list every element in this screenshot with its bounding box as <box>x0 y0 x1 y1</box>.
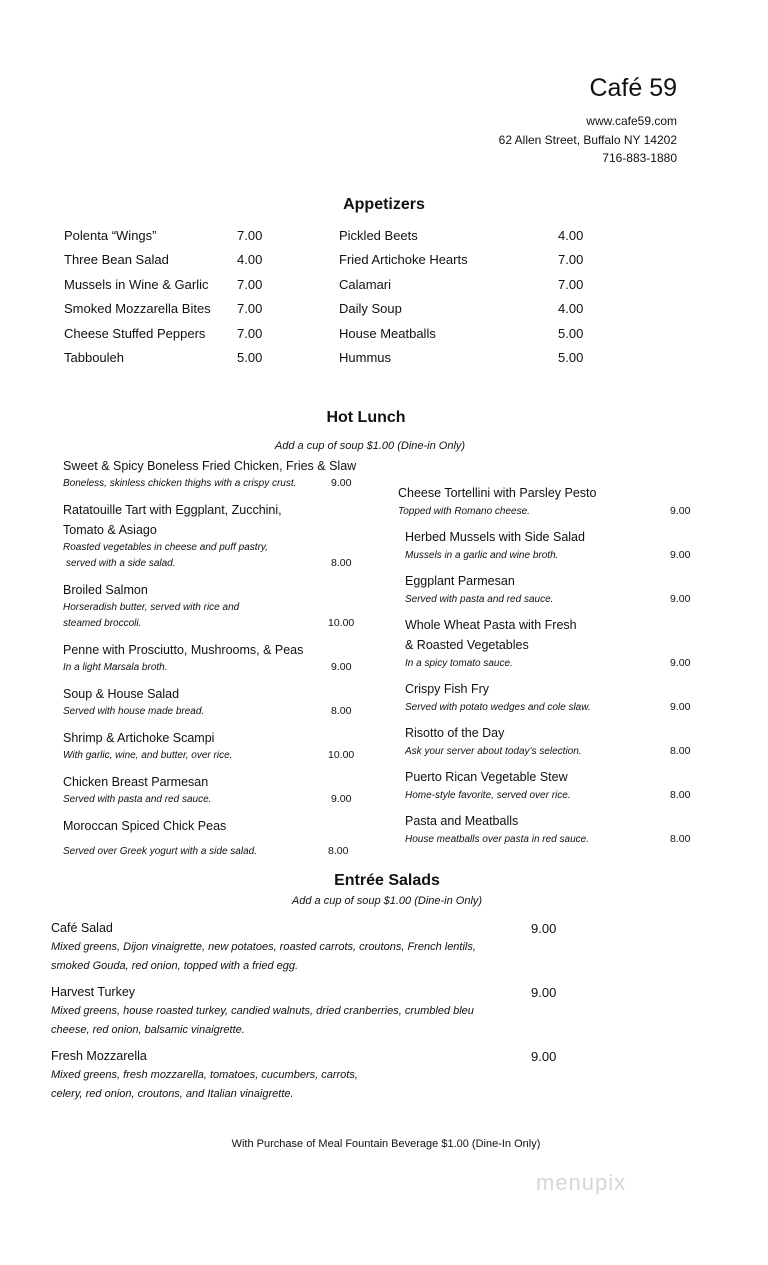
hot-lunch-item-price: 9.00 <box>670 657 691 669</box>
salad-price: 9.00 <box>531 1049 557 1064</box>
hot-lunch-item-price: 10.00 <box>328 749 355 761</box>
hot-lunch-item-price: 8.00 <box>670 745 691 757</box>
hot-lunch-item-price: 9.00 <box>331 661 352 673</box>
hot-lunch-item-desc: Home-style favorite, served over rice. <box>405 790 571 801</box>
hot-lunch-item-price: 8.00 <box>331 557 352 569</box>
hot-lunch-item-name: Soup & House Salad <box>63 687 180 701</box>
hot-lunch-item-name: & Roasted Vegetables <box>405 638 529 652</box>
phone-text: 716-883-1880 <box>602 151 677 165</box>
hot-lunch-item-price: 10.00 <box>328 617 355 629</box>
appetizer-right-name: Pickled Beets <box>339 228 418 243</box>
entree-salads-heading: Entrée Salads <box>334 872 440 889</box>
hot-lunch-item-name: Tomato & Asiago <box>63 523 157 537</box>
hot-lunch-item-name: Shrimp & Artichoke Scampi <box>63 731 215 745</box>
hot-lunch-item-desc: Ask your server about today’s selection. <box>405 746 582 757</box>
hot-lunch-item-desc: Served over Greek yogurt with a side salad. <box>63 846 257 857</box>
salad-price: 9.00 <box>531 985 557 1000</box>
hot-lunch-heading: Hot Lunch <box>326 409 406 426</box>
appetizer-left-price: 5.00 <box>237 350 263 365</box>
hot-lunch-item-name: Whole Wheat Pasta with Fresh <box>405 618 577 632</box>
salad-desc: cheese, red onion, balsamic vinaigrette. <box>51 1024 245 1036</box>
appetizer-right-price: 4.00 <box>558 228 584 243</box>
salad-name: Café Salad <box>51 921 113 935</box>
hot-lunch-item-desc: House meatballs over pasta in red sauce. <box>405 834 589 845</box>
restaurant-title: Café 59 <box>589 74 677 102</box>
hot-lunch-item-desc: Horseradish butter, served with rice and <box>63 602 240 613</box>
menupix-watermark: menupix <box>536 1170 627 1195</box>
hot-lunch-item-price: 9.00 <box>670 593 691 605</box>
appetizer-right-price: 4.00 <box>558 301 584 316</box>
hot-lunch-item-price: 8.00 <box>670 833 691 845</box>
beverage-footer-note: With Purchase of Meal Fountain Beverage $1.00 (Dine-In Only) <box>231 1138 541 1150</box>
appetizer-right-name: Fried Artichoke Hearts <box>339 252 468 267</box>
hot-lunch-item-price: 8.00 <box>328 845 349 857</box>
salad-name: Fresh Mozzarella <box>51 1049 147 1063</box>
appetizer-left-price: 7.00 <box>237 277 263 292</box>
hot-lunch-item-name: Sweet & Spicy Boneless Fried Chicken, Fries & Slaw <box>63 459 357 473</box>
hot-lunch-item-desc: Served with pasta and red sauce. <box>63 794 212 805</box>
hot-lunch-item-desc: Served with house made bread. <box>63 706 205 717</box>
hot-lunch-soup-note: Add a cup of soup $1.00 (Dine-in Only) <box>274 440 466 452</box>
hot-lunch-item-name: Cheese Tortellini with Parsley Pesto <box>398 486 597 500</box>
salad-desc: Mixed greens, Dijon vinaigrette, new potatoes, roasted carrots, croutons, French lentils, <box>51 941 476 953</box>
hot-lunch-item-name: Risotto of the Day <box>405 726 505 740</box>
appetizer-left-price: 7.00 <box>237 301 263 316</box>
hot-lunch-item-name: Chicken Breast Parmesan <box>63 775 209 789</box>
appetizer-left-name: Tabbouleh <box>64 350 124 365</box>
hot-lunch-item-desc: Topped with Romano cheese. <box>398 506 530 517</box>
appetizer-right-price: 7.00 <box>558 252 584 267</box>
entree-salads-soup-note: Add a cup of soup $1.00 (Dine-in Only) <box>291 895 483 907</box>
appetizer-left-name: Mussels in Wine & Garlic <box>64 277 209 292</box>
hot-lunch-item-name: Crispy Fish Fry <box>405 682 490 696</box>
appetizer-left-name: Polenta “Wings” <box>64 228 157 243</box>
hot-lunch-item-price: 9.00 <box>670 701 691 713</box>
salad-desc: Mixed greens, house roasted turkey, candied walnuts, dried cranberries, crumbled bleu <box>51 1005 474 1017</box>
hot-lunch-item-price: 9.00 <box>670 505 691 517</box>
salad-desc: celery, red onion, croutons, and Italian vinaigrette. <box>51 1088 294 1100</box>
hot-lunch-item-name: Broiled Salmon <box>63 583 148 597</box>
hot-lunch-item-desc: steamed broccoli. <box>63 618 142 629</box>
appetizer-right-price: 7.00 <box>558 277 584 292</box>
hot-lunch-item-desc: Roasted vegetables in cheese and puff pastry, <box>63 542 268 553</box>
address-text: 62 Allen Street, Buffalo NY 14202 <box>498 133 677 147</box>
hot-lunch-item-name: Puerto Rican Vegetable Stew <box>405 770 568 784</box>
appetizer-right-name: Hummus <box>339 350 392 365</box>
salad-desc: Mixed greens, fresh mozzarella, tomatoes, cucumbers, carrots, <box>51 1069 358 1081</box>
website-text: www.cafe59.com <box>586 114 677 128</box>
appetizer-left-price: 7.00 <box>237 326 263 341</box>
hot-lunch-item-price: 8.00 <box>331 705 352 717</box>
hot-lunch-item-price: 8.00 <box>670 789 691 801</box>
hot-lunch-item-price: 9.00 <box>331 477 352 489</box>
appetizer-right-name: Calamari <box>339 277 392 292</box>
hot-lunch-item-name: Penne with Prosciutto, Mushrooms, & Peas <box>63 643 304 657</box>
salad-name: Harvest Turkey <box>51 985 136 999</box>
hot-lunch-item-name: Moroccan Spiced Chick Peas <box>63 819 227 833</box>
salad-desc: smoked Gouda, red onion, topped with a fried egg. <box>51 960 299 972</box>
hot-lunch-item-name: Herbed Mussels with Side Salad <box>405 530 585 544</box>
appetizer-right-name: House Meatballs <box>339 326 436 341</box>
hot-lunch-item-desc: Mussels in a garlic and wine broth. <box>405 550 559 561</box>
appetizer-left-name: Smoked Mozzarella Bites <box>64 301 211 316</box>
appetizer-left-name: Cheese Stuffed Peppers <box>64 326 206 341</box>
hot-lunch-item-desc: With garlic, wine, and butter, over rice. <box>63 750 233 761</box>
appetizer-left-price: 7.00 <box>237 228 263 243</box>
hot-lunch-item-name: Ratatouille Tart with Eggplant, Zucchini, <box>63 503 282 517</box>
salad-price: 9.00 <box>531 921 557 936</box>
hot-lunch-item-desc: Served with pasta and red sauce. <box>405 594 554 605</box>
hot-lunch-item-price: 9.00 <box>331 793 352 805</box>
appetizer-left-price: 4.00 <box>237 252 263 267</box>
hot-lunch-item-price: 9.00 <box>670 549 691 561</box>
hot-lunch-item-desc: served with a side salad. <box>66 558 176 569</box>
hot-lunch-item-name: Pasta and Meatballs <box>405 814 519 828</box>
hot-lunch-item-desc: In a spicy tomato sauce. <box>405 658 513 669</box>
appetizer-right-price: 5.00 <box>558 350 584 365</box>
appetizer-left-name: Three Bean Salad <box>64 252 169 267</box>
hot-lunch-item-name: Eggplant Parmesan <box>405 574 515 588</box>
appetizer-right-price: 5.00 <box>558 326 584 341</box>
appetizer-right-name: Daily Soup <box>339 301 402 316</box>
hot-lunch-item-desc: Served with potato wedges and cole slaw. <box>405 702 591 713</box>
hot-lunch-item-desc: In a light Marsala broth. <box>63 662 168 673</box>
hot-lunch-item-desc: Boneless, skinless chicken thighs with a crispy crust. <box>63 478 297 489</box>
appetizers-heading: Appetizers <box>343 196 425 213</box>
